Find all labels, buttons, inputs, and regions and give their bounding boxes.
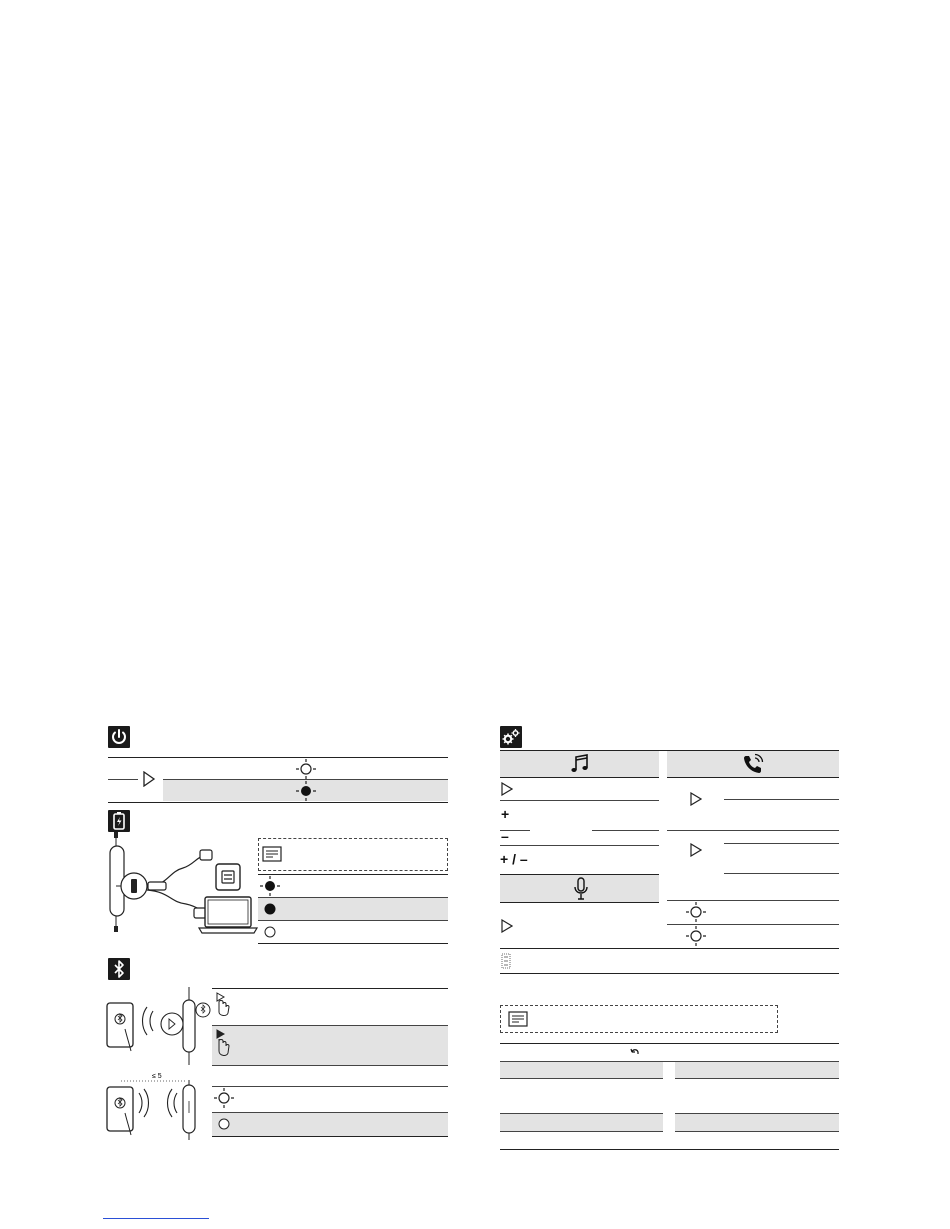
press-button-icon (690, 843, 702, 857)
distance-label: ≤ 5 (152, 1073, 162, 1080)
press-button-icon (690, 792, 702, 806)
note-icon (262, 846, 282, 862)
led-blink-icon (295, 759, 317, 779)
led-blink-icon (213, 1088, 235, 1108)
power-icon (108, 726, 130, 748)
bottom-row-2 (500, 1114, 663, 1131)
volume-minus-symbol: – (501, 828, 509, 844)
note-icon (508, 1011, 528, 1027)
note-box (500, 1005, 778, 1033)
reset-icon (501, 953, 511, 969)
usb-adapter-icon (215, 863, 241, 891)
led-on-icon (264, 903, 276, 915)
laptop-icon (198, 896, 258, 934)
pairing-row (212, 1026, 448, 1065)
note-box (258, 838, 448, 871)
led-blink-icon (685, 902, 707, 922)
bluetooth-icon (108, 958, 130, 980)
bottom-row-1 (500, 1062, 663, 1078)
music-note-icon (569, 753, 591, 775)
led-blink-icon (259, 876, 281, 896)
volume-plus-minus-symbol: + / – (500, 851, 528, 867)
led-off-row (212, 1113, 448, 1136)
phone-call-icon (742, 753, 764, 775)
microphone-icon (573, 877, 589, 901)
press-button-icon (142, 771, 156, 787)
led-on-icon (295, 781, 317, 801)
battery-charge-icon (108, 810, 130, 832)
press-hold-finger-icon (213, 1029, 231, 1059)
pairing-illustration (105, 985, 215, 1140)
led-blink-icon (685, 926, 707, 946)
volume-plus-symbol: + (501, 806, 510, 822)
led-off-icon (218, 1118, 230, 1130)
press-button-icon (501, 782, 513, 796)
led-off-icon (264, 926, 276, 938)
gears-icon (500, 726, 522, 748)
footer-link[interactable] (103, 1218, 209, 1219)
led-on-row (258, 898, 448, 920)
press-hold-finger-icon (213, 992, 231, 1018)
press-button-icon (501, 919, 513, 933)
bottom-row-1b (675, 1062, 839, 1078)
bottom-row-2b (675, 1114, 839, 1131)
undo-icon (630, 1047, 640, 1055)
